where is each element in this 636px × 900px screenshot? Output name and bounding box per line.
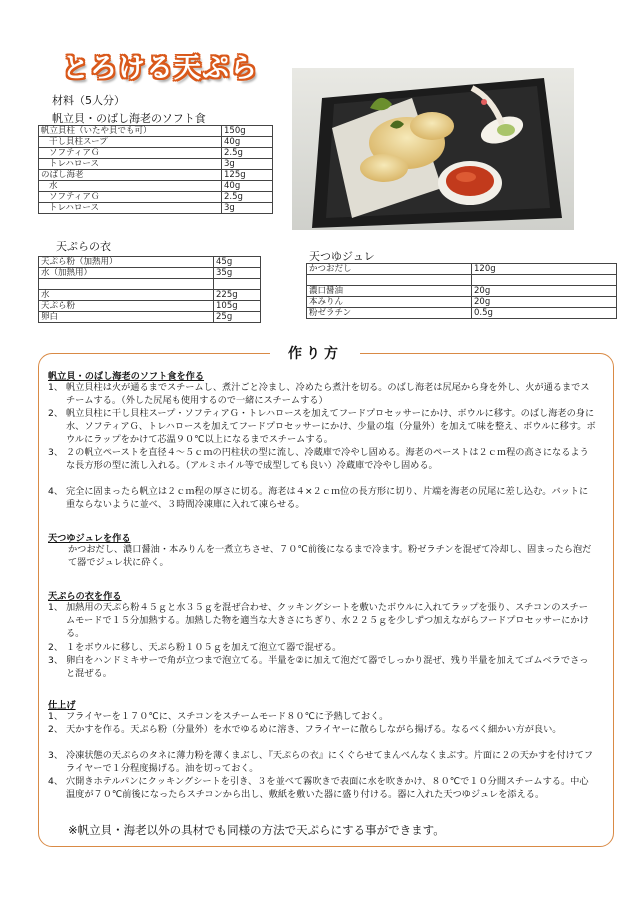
step-number: 2、 [48,642,64,653]
ingredient-amount: 25g [214,312,261,323]
step-number: 1、 [48,602,64,613]
ingredient-name: 水 [39,290,214,301]
ingredient-name [307,275,472,286]
tsuyu-table [306,263,617,319]
ingredient-row [307,297,617,308]
ingredient-amount: 125g [222,170,273,181]
ingredient-name: ソフティアＧ [39,192,222,203]
step-text: 帆立貝柱は火が通るまでスチームし、煮汁ごと冷まし、冷めたら煮汁を切る。のばし海老は尻尾から身を外し、火が通るまでスチームする。（外した尻尾も使用するので一緒にスチームする） [66,382,590,406]
recipe-title: とろける天ぷら [62,53,258,84]
step-number: 1、 [48,711,64,722]
method-title: 作り方 [270,343,360,363]
ingredient-name: 天ぷら粉（加熱用） [39,257,214,268]
ingredient-amount: 20g [472,297,617,308]
ingredient-row [39,126,273,137]
ingredient-amount: 20g [472,286,617,297]
step-number: 3、 [48,655,64,666]
method-step [48,775,598,801]
method-step [48,381,598,407]
tsuyu-heading: 天つゆジュレ [309,250,375,263]
step-number: 4、 [48,486,64,497]
ingredient-row [39,257,261,268]
sec4-heading: 仕上げ [48,700,76,711]
step-text: 加熱用の天ぷら粉４５ｇと水３５ｇを混ぜ合わせ、クッキングシートを敷いたボウルに入れてラップを張り、スチコンのスチームモードで１５分加熱する。加熱した物を適当な大きさにちぎり、水２２５ｇを少しずつ加えながらフードプロセッサーにかける。 [66,602,589,639]
ingredient-amount: 120g [472,264,617,275]
step-number: 3、 [48,750,64,761]
ingredient-row [39,203,273,214]
ingredient-row [39,181,273,192]
step-number: 2、 [48,724,64,735]
ingredient-name: 天ぷら粉 [39,301,214,312]
ingredient-name: 水 [39,181,222,192]
step-number: 2、 [48,408,64,419]
step-text: 帆立貝柱に干し貝柱スープ・ソフティアＧ・トレハロースを加えてフードプロセッサーにかけ、ボウルに移す。のばし海老の身に水、ソフティアＧ、トレハロースを加えてフードプロセッサーにかけ、少量の塩（分量外）を加えて味を整え、ボウルに移す。ボウルにラップをかけて芯温９０℃以上になるまでスチームする。 [66,408,596,445]
method-step [48,723,598,736]
ingredient-row [307,308,617,319]
method-step [48,601,598,640]
step-text: フライヤーを１７０℃に、スチコンをスチームモード８０℃に予熱しておく。 [66,711,389,722]
ingredient-amount: 35g [214,268,261,279]
ingredient-name: トレハロース [39,159,222,170]
step-text: １をボウルに移し、天ぷら粉１０５ｇを加えて泡立て器で混ぜる。 [66,642,342,653]
ingredient-name: 濃口醤油 [307,286,472,297]
ingredient-amount: 105g [214,301,261,312]
method-step [48,407,598,446]
batter-heading: 天ぷらの衣 [56,240,111,253]
ingredient-amount [214,279,261,290]
step-number: 3、 [48,447,64,458]
ingredient-amount: 0.5g [472,308,617,319]
ingredient-row [39,290,261,301]
ingredient-name: 水（加熱用） [39,268,214,279]
ingredient-name: 帆立貝柱（いたや貝でも可） [39,126,222,137]
ingredient-amount: 40g [222,181,273,192]
step-text: 冷凍状態の天ぷらのタネに薄力粉を薄くまぶし、『天ぷらの衣』にくぐらせてまんべんなくまぶす。片面に２の天かすを付けてフライヤーで１分程度揚げる。油を切っておく。 [66,750,594,774]
ingredient-row [307,264,617,275]
ingredient-row [39,192,273,203]
ingredient-name: 干し貝柱スープ [39,137,222,148]
ingredient-amount [472,275,617,286]
step-text: 穴開きホテルパンにクッキングシートを引き、３を並べて霧吹きで表面に水を吹きかけ、８０℃で１０分間スチームする。中心温度が７０℃前後になったらスチコンから出し、敷紙を敷いた器に盛り付ける。器に入れた天つゆジュレを添える。 [66,776,589,800]
method-step [48,749,598,775]
ingredient-name: 本みりん [307,297,472,308]
ingredient-amount: 3g [222,159,273,170]
ingredient-amount: 40g [222,137,273,148]
ingredient-row [39,312,261,323]
method-step [48,654,598,680]
ingredient-name [39,279,214,290]
ingredient-row [39,279,261,290]
batter-table [38,256,261,323]
ingredient-row [307,286,617,297]
method-step [48,485,598,511]
ingredient-row [39,170,273,181]
step-text: ２の帆立ペーストを直径４～５ｃｍの円柱状の型に流し、冷蔵庫で冷やし固める。海老のペーストは２ｃｍ程の高さになるような長方形の型に流し入れる。（アルミホイル等で成型しても良い）冷蔵庫で冷やし固める。 [66,447,589,471]
ingredient-amount: 150g [222,126,273,137]
method-step [48,446,598,472]
ingredient-amount: 2.5g [222,192,273,203]
ingredient-amount: 2.5g [222,148,273,159]
soft-food-heading: 帆立貝・のばし海老のソフト食 [52,112,206,125]
ingredient-name: ソフティアＧ [39,148,222,159]
soft-food-table [38,125,273,214]
step-text: 天かすを作る。天ぷら粉（分量外）を水でゆるめに溶き、フライヤーに散らしながら揚げる。なるべく細かい方が良い。 [66,724,562,735]
ingredient-row [39,268,261,279]
closing-note: ※帆立貝・海老以外の具材でも同様の方法で天ぷらにする事ができます。 [68,823,445,837]
method-step [48,641,598,654]
tempura-photo [292,68,574,230]
ingredient-row [39,301,261,312]
step-number: 1、 [48,382,64,393]
ingredient-row [39,137,273,148]
ingredient-row [39,148,273,159]
materials-label: 材料（5人分） [52,94,125,107]
step-text: 完全に固まったら帆立は２ｃｍ程の厚さに切る。海老は４×２ｃｍ位の長方形に切り、片端を海老の尻尾に差し込む。バットに重ならないように並べ、３時間冷凍庫に入れて凍らせる。 [66,486,589,510]
ingredient-name: のばし海老 [39,170,222,181]
sec2-text: かつおだし、濃口醤油・本みりんを一煮立ちさせ、７０℃前後になるまで冷ます。粉ゼラチンを混ぜて冷却し、固まったら泡だて器でジュレ状に砕く。 [68,544,592,568]
ingredient-amount: 225g [214,290,261,301]
sec3-heading: 天ぷらの衣を作る [48,591,122,602]
sec1-heading: 帆立貝・のばし海老のソフト食を作る [48,371,205,382]
ingredient-name: トレハロース [39,203,222,214]
ingredient-name: 粉ゼラチン [307,308,472,319]
ingredient-name: かつおだし [307,264,472,275]
method-step [48,710,598,723]
step-text: 卵白をハンドミキサーで角が立つまで泡立てる。半量を②に加えて泡だて器でしっかり混ぜ、残り半量を加えてゴムベラでさっと混ぜる。 [66,655,589,679]
sec2-heading: 天つゆジュレを作る [48,533,131,544]
ingredient-row [39,159,273,170]
ingredient-name: 卵白 [39,312,214,323]
ingredient-amount: 3g [222,203,273,214]
ingredient-amount: 45g [214,257,261,268]
step-number: 4、 [48,776,64,787]
ingredient-row [307,275,617,286]
